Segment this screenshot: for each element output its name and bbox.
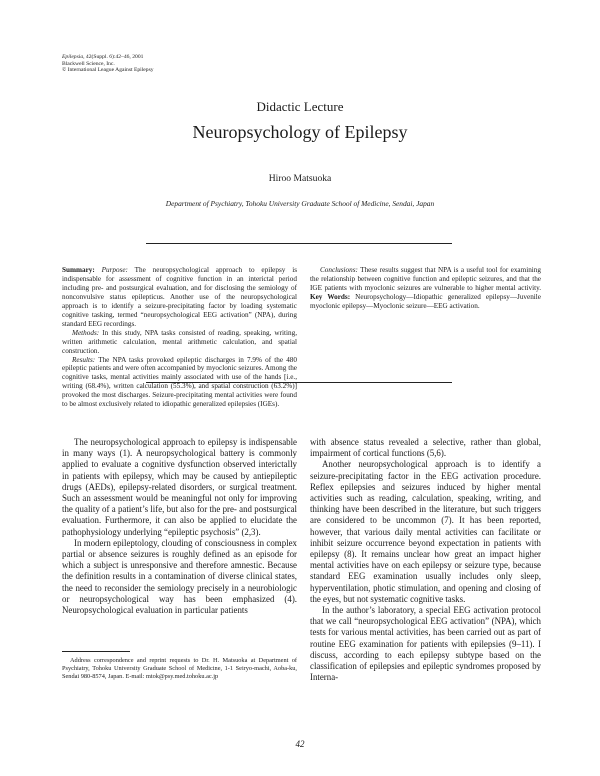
- body-left-column: [62, 437, 297, 616]
- body-paragraph: with absence status revealed a selective, rather than global, impairment of cortical functions (5,6).: [310, 437, 541, 459]
- body-paragraph: Another neuropsychological approach is to identify a seizure-precipitating factor in the EEG activation procedure. Reflex epilepsies and seizures induced by higher mental activities such as reading, calculation, speaking, writing, and thinking have been described in the literature, but such triggers are considered to be uncommon (7). It has been reported, however, that various daily mental activities can facilitate or inhibit seizure occurrence beyond expectation in patients with epilepsy (8). It remains unclear how great an impact higher mental activities have on each epilepsy or seizure type, because standard EEG examination usually includes only sleep, hyperventilation, photic stimulation, and opening and closing of the eyes, but not systematic cognitive tasks.: [310, 459, 541, 604]
- abstract-left-column: [62, 266, 297, 409]
- abstract-bottom-rule: [146, 382, 452, 383]
- journal-volume: 42(Suppl. 6):42–46, 2001: [84, 54, 144, 60]
- correspondence-footnote: Address correspondence and reprint requests to Dr. H. Matsuoka at Department of Psychiatry, Tohoku University Graduate School of Medicine, 1-1 Seiryo-machi, Aoba-ku, Sendai 980-8574, Japan. E-mail: mtok@psy.med.tohoku.ac.jp: [62, 657, 297, 680]
- journal-copyright: © International League Against Epilepsy: [62, 67, 154, 74]
- journal-publisher: Blackwell Science, Inc.: [62, 60, 115, 67]
- journal-citation: [62, 54, 154, 74]
- conclusions-label: Conclusions:: [320, 266, 358, 274]
- author-name: Hiroo Matsuoka: [268, 173, 332, 184]
- results-text: The NPA tasks provoked epileptic discharges in 7.9% of the 480 epileptic patients and were often accompanied by myoclonic seizures. Among the cognitive tasks, mental activities mainly associated with use of the hands [i.e., writing (68.4%), written calculation (55.3%), and spatial construction (63.2%)] provoked the most discharges. Seizure-precipitating mental activities were found to be almost exclusively related to idiopathic generalized epilepsies (IGEs).: [62, 355, 297, 409]
- body-paragraph: The neuropsychological approach to epilepsy is indispensable in many ways (1). A neuropsychological battery is commonly applied to evaluate a cognitive dysfunction observed interictally in patients with epilepsy, which may be caused by antiepileptic drugs (AEDs), epilepsy-related disorders, or surgical treatment. Such an assessment would be meaningful not only for improving the quality of a patient’s life, but also for the pre- and postsurgical evaluation. Furthermore, it can also be applied to elucidate the pathophysiology underlying “epileptic psychosis” (2,3).: [62, 437, 297, 537]
- summary-label: Summary:: [62, 266, 95, 274]
- author-affiliation: Department of Psychiatry, Tohoku University Graduate School of Medicine, Sendai, Japan: [165, 199, 435, 208]
- body-right-column: [310, 437, 541, 683]
- body-paragraph: In modern epileptology, clouding of consciousness in complex partial or absence seizures is roughly defined as an episode for which a subject is unresponsive and therefore amnestic. Because the definition results in a contamination of diverse clinical states, the need to reconsider the semiology precisely in a neurobiologic or neuropsychological way has been emphasized (4). Neuropsychological evaluation in particular patients: [62, 537, 297, 616]
- abstract-right-column: [310, 266, 541, 311]
- journal-citation-line: [62, 54, 154, 61]
- purpose-label: Purpose:: [101, 266, 128, 274]
- page-number: 42: [295, 739, 305, 749]
- purpose-text: The neuropsychological approach to epilepsy is indispensable for assessment of cognitive function in an interictal period including pre- and postsurgical evaluation, and for disclosing the semiology of nonconvulsive status epilepticus. Another use of the neuropsychological approach is to identify a seizure-precipitating factor by loading systematic cognitive tasking, termed “neuropsychological EEG activation” (NPA), during standard EEG recordings.: [62, 266, 297, 328]
- article-title: Neuropsychology of Epilepsy: [192, 122, 408, 142]
- keywords-label: Key Words:: [310, 292, 351, 301]
- methods-text: In this study, NPA tasks consisted of reading, speaking, writing, written arithmetic calculation, mental arithmetic calculation, and spatial construction.: [62, 328, 297, 355]
- journal-name: Epilepsia,: [62, 54, 85, 60]
- abstract-top-rule: [146, 243, 452, 244]
- footnote-rule: [62, 651, 130, 652]
- results-label: Results:: [72, 355, 96, 364]
- keywords-text: Neuropsychology—Idiopathic generalized epilepsy—Juvenile myoclonic epilepsy—Myoclonic seizure—EEG activation.: [310, 292, 541, 310]
- abstract-purpose: [62, 266, 297, 329]
- abstract-conclusions: [310, 266, 541, 311]
- abstract-methods: [62, 329, 297, 356]
- conclusions-text: These results suggest that NPA is a useful tool for examining the relationship between cognitive function and epileptic seizures, and that the IGE patients with myoclonic seizures are vulnerable to higher mental activity.: [310, 266, 541, 292]
- section-label: Didactic Lecture: [256, 99, 344, 114]
- body-paragraph: In the author’s laboratory, a special EEG activation protocol that we call “neuropsychological EEG activation” (NPA), which tests for various mental activities, has been carried out as part of routine EEG examination for patients with epilepsies (9–11). I discuss, according to each epilepsy subtype based on the classification of epilepsies and epileptic syndromes proposed by Interna-: [310, 605, 541, 683]
- methods-label: Methods:: [72, 328, 100, 337]
